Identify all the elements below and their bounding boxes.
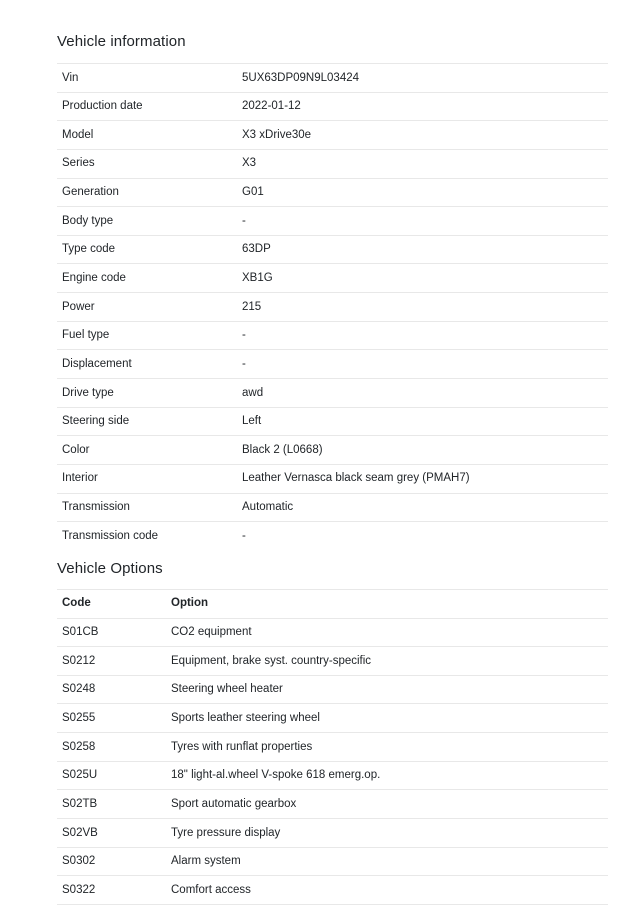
table-row bbox=[57, 149, 608, 178]
option-code: S0258 bbox=[57, 733, 166, 762]
info-label: Displacement bbox=[57, 350, 237, 379]
info-value: - bbox=[237, 522, 608, 550]
table-row bbox=[57, 321, 608, 350]
info-label: Interior bbox=[57, 464, 237, 493]
info-value: awd bbox=[237, 379, 608, 408]
table-row bbox=[57, 761, 608, 790]
vehicle-options-table bbox=[57, 589, 608, 905]
table-row bbox=[57, 436, 608, 465]
info-label: Model bbox=[57, 121, 237, 150]
table-row bbox=[57, 819, 608, 848]
option-description: Alarm system bbox=[166, 847, 608, 876]
content-container bbox=[57, 0, 608, 905]
info-label: Generation bbox=[57, 178, 237, 207]
info-value: Leather Vernasca black seam grey (PMAH7) bbox=[237, 464, 608, 493]
option-code: S02TB bbox=[57, 790, 166, 819]
vehicle-info-table-body bbox=[57, 64, 608, 550]
table-header-row bbox=[57, 589, 608, 618]
table-row bbox=[57, 207, 608, 236]
option-column-header: Option bbox=[166, 589, 608, 618]
table-row bbox=[57, 464, 608, 493]
table-row bbox=[57, 493, 608, 522]
table-row bbox=[57, 618, 608, 647]
info-label: Vin bbox=[57, 64, 237, 93]
info-label: Power bbox=[57, 293, 237, 322]
option-code: S01CB bbox=[57, 618, 166, 647]
table-row bbox=[57, 675, 608, 704]
info-label: Series bbox=[57, 149, 237, 178]
table-row bbox=[57, 733, 608, 762]
option-description: Tyres with runflat properties bbox=[166, 733, 608, 762]
vehicle-options-title: Vehicle Options bbox=[57, 559, 163, 577]
info-label: Drive type bbox=[57, 379, 237, 408]
vehicle-options-table-head bbox=[57, 589, 608, 618]
option-code: S0212 bbox=[57, 647, 166, 676]
option-description: Comfort access bbox=[166, 876, 608, 905]
info-value: - bbox=[237, 321, 608, 350]
info-value: X3 bbox=[237, 149, 608, 178]
info-label: Production date bbox=[57, 92, 237, 121]
info-label: Body type bbox=[57, 207, 237, 236]
info-value: G01 bbox=[237, 178, 608, 207]
table-row bbox=[57, 379, 608, 408]
info-label: Fuel type bbox=[57, 321, 237, 350]
option-description: CO2 equipment bbox=[166, 618, 608, 647]
option-description: Sports leather steering wheel bbox=[166, 704, 608, 733]
table-row bbox=[57, 790, 608, 819]
table-row bbox=[57, 178, 608, 207]
info-value: Automatic bbox=[237, 493, 608, 522]
option-code: S0255 bbox=[57, 704, 166, 733]
option-description: 18" light-al.wheel V-spoke 618 emerg.op. bbox=[166, 761, 608, 790]
table-row bbox=[57, 92, 608, 121]
option-description: Tyre pressure display bbox=[166, 819, 608, 848]
option-code: S02VB bbox=[57, 819, 166, 848]
vehicle-options-table-body bbox=[57, 618, 608, 904]
info-value: Left bbox=[237, 407, 608, 436]
table-row bbox=[57, 876, 608, 905]
info-label: Transmission bbox=[57, 493, 237, 522]
table-row bbox=[57, 235, 608, 264]
option-description: Steering wheel heater bbox=[166, 675, 608, 704]
table-row bbox=[57, 64, 608, 93]
option-code: S0248 bbox=[57, 675, 166, 704]
vehicle-info-table bbox=[57, 63, 608, 550]
table-row bbox=[57, 522, 608, 550]
table-row bbox=[57, 350, 608, 379]
option-code: S025U bbox=[57, 761, 166, 790]
info-label: Color bbox=[57, 436, 237, 465]
info-value: 215 bbox=[237, 293, 608, 322]
info-value: X3 xDrive30e bbox=[237, 121, 608, 150]
info-value: XB1G bbox=[237, 264, 608, 293]
table-row bbox=[57, 264, 608, 293]
info-value: 63DP bbox=[237, 235, 608, 264]
table-row bbox=[57, 293, 608, 322]
table-row bbox=[57, 121, 608, 150]
info-label: Engine code bbox=[57, 264, 237, 293]
info-label: Transmission code bbox=[57, 522, 237, 550]
table-row bbox=[57, 847, 608, 876]
table-row bbox=[57, 407, 608, 436]
info-value: 5UX63DP09N9L03424 bbox=[237, 64, 608, 93]
option-description: Equipment, brake syst. country-specific bbox=[166, 647, 608, 676]
option-code: S0302 bbox=[57, 847, 166, 876]
table-row bbox=[57, 647, 608, 676]
option-code: S0322 bbox=[57, 876, 166, 905]
table-row bbox=[57, 704, 608, 733]
info-value: Black 2 (L0668) bbox=[237, 436, 608, 465]
info-label: Type code bbox=[57, 235, 237, 264]
info-label: Steering side bbox=[57, 407, 237, 436]
info-value: - bbox=[237, 350, 608, 379]
code-column-header: Code bbox=[57, 589, 166, 618]
option-description: Sport automatic gearbox bbox=[166, 790, 608, 819]
info-value: 2022-01-12 bbox=[237, 92, 608, 121]
vehicle-information-title: Vehicle information bbox=[57, 33, 186, 50]
info-value: - bbox=[237, 207, 608, 236]
